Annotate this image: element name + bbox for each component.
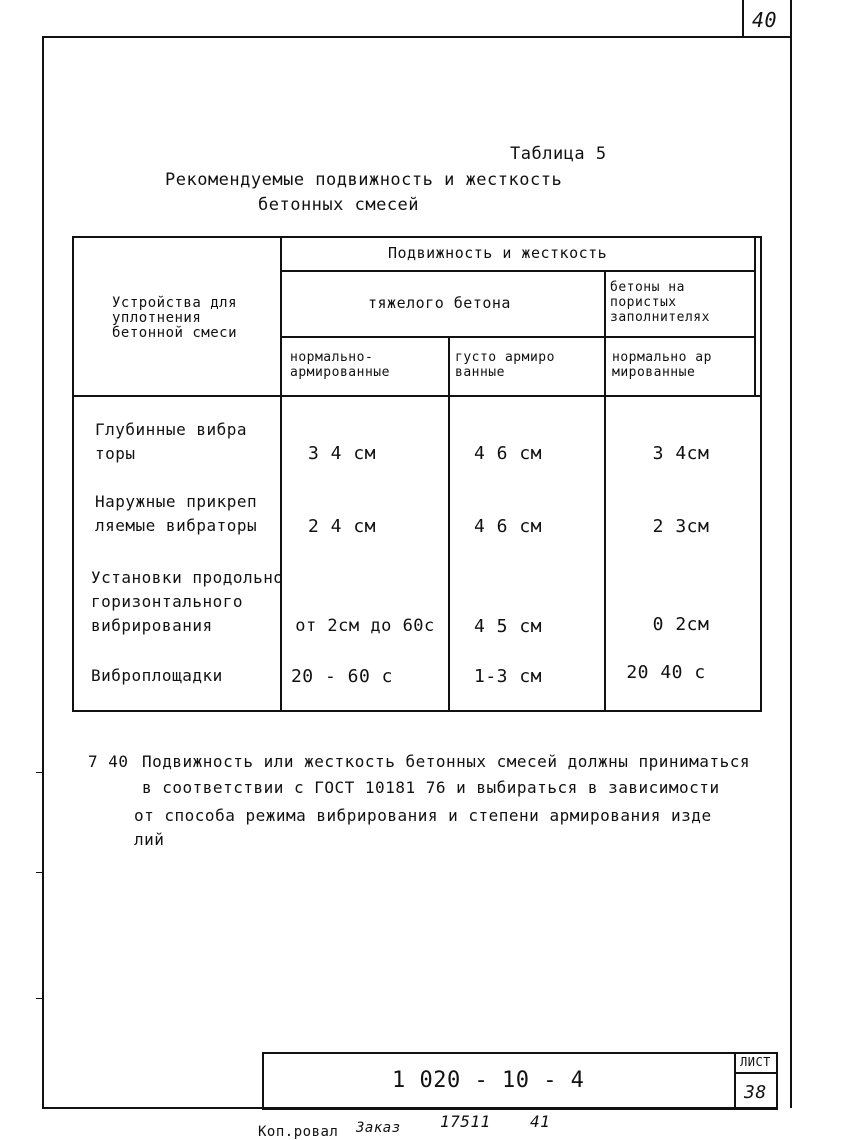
col1-header-line: уплотнения [112, 310, 202, 326]
table-cell: 0 2см [652, 614, 710, 635]
title-block-divider [734, 1052, 736, 1110]
header-bottom-rule [72, 395, 760, 397]
row-label-horizontal-vibration [91, 566, 284, 638]
row-label-line: горизонтального [91, 592, 243, 611]
header-rule-2 [280, 336, 755, 338]
table-cell: 20 40 с [626, 662, 706, 683]
subheader-line: нормально- [290, 350, 374, 365]
table-cell: 3 4 см [307, 443, 377, 464]
sheet-cell-divider [734, 1072, 778, 1074]
table-label: Таблица 5 [510, 144, 607, 164]
frame-top-rule [42, 36, 792, 38]
col-divider-3 [604, 270, 606, 712]
sheet-number: 38 [744, 1082, 767, 1103]
row-label-external-vibrators [95, 490, 257, 538]
table-cell: 4 5 см [473, 616, 543, 637]
table-cell: 2 4 см [307, 516, 377, 537]
row-label-line: торы [95, 444, 136, 463]
table-title-line2: бетонных смесей [258, 195, 420, 215]
margin-tick [36, 772, 44, 773]
clause-number: 7 40 [88, 752, 129, 771]
subheader-line: армированные [290, 365, 390, 380]
margin-tick [36, 998, 44, 999]
margin-tick [36, 872, 44, 873]
clause-line: Подвижность или жесткость бетонных смесей должны приниматься [142, 752, 750, 771]
col1-header [112, 296, 272, 341]
footer-order-label: Заказ [356, 1120, 401, 1136]
footer-copy-label: Коп.ровал [258, 1124, 339, 1140]
clause-line: в соответствии с ГОСТ 10181 76 и выбираться в зависимости [142, 778, 720, 797]
footer-order-number: 17511 [440, 1112, 491, 1131]
header-right-edge [754, 236, 756, 396]
top-right-vertical-rule [742, 0, 744, 36]
col1-header-line: бетонной смеси [112, 325, 238, 341]
table-cell: 4 6 см [473, 443, 543, 464]
subheader-normal-reinforced [290, 350, 390, 380]
row-label-line: Установки продольно [91, 568, 284, 587]
subheader-porous-normal [612, 350, 712, 380]
row-label-line: Наружные прикреп [95, 492, 258, 511]
row-label-deep-vibrators [95, 418, 247, 466]
table-cell: 1-3 см [473, 666, 543, 687]
table-cell: 3 4см [652, 443, 710, 464]
table-cell: 4 6 см [473, 516, 543, 537]
porous-header-line: бетоны на [610, 280, 685, 295]
col1-header-line: Устройства для [112, 295, 238, 311]
table-cell: 20 - 60 с [290, 666, 394, 687]
row-label-line: ляемые вибраторы [95, 516, 258, 535]
row-label-line: вибрирования [91, 616, 213, 635]
frame-left-rule [42, 36, 44, 1108]
porous-concrete-header [610, 280, 750, 325]
group-header: Подвижность и жесткость [388, 244, 608, 262]
subheader-line: густо армиро [455, 350, 555, 365]
table-cell: от 2см до 60с [295, 616, 435, 636]
heavy-concrete-header: тяжелого бетона [368, 294, 511, 312]
subheader-dense-reinforced [455, 350, 555, 380]
clause-line: лий [134, 830, 165, 849]
row-label-vibro-platforms [91, 664, 223, 688]
corner-page-number: 40 [752, 8, 778, 32]
porous-header-line: заполнителях [610, 310, 710, 325]
subheader-line: ванные [455, 365, 505, 380]
row-label-line: Виброплощадки [91, 666, 223, 685]
clause-line: от способа режима вибрирования и степени армирования изде [134, 806, 712, 825]
header-rule-1 [280, 270, 755, 272]
col-divider-1 [280, 236, 282, 712]
subheader-line: нормально ар [612, 350, 712, 365]
row-label-line: Глубинные вибра [95, 420, 247, 439]
sheet-label: ЛИСТ [740, 1055, 771, 1069]
table-title-line1: Рекомендуемые подвижность и жесткость [165, 170, 563, 190]
subheader-line: мированные [612, 365, 696, 380]
frame-right-rule [790, 0, 792, 1108]
footer-copies: 41 [530, 1112, 551, 1131]
table-cell: 2 3см [652, 516, 710, 537]
document-code: 1 020 - 10 - 4 [392, 1068, 585, 1093]
porous-header-line: пористых [610, 295, 677, 310]
